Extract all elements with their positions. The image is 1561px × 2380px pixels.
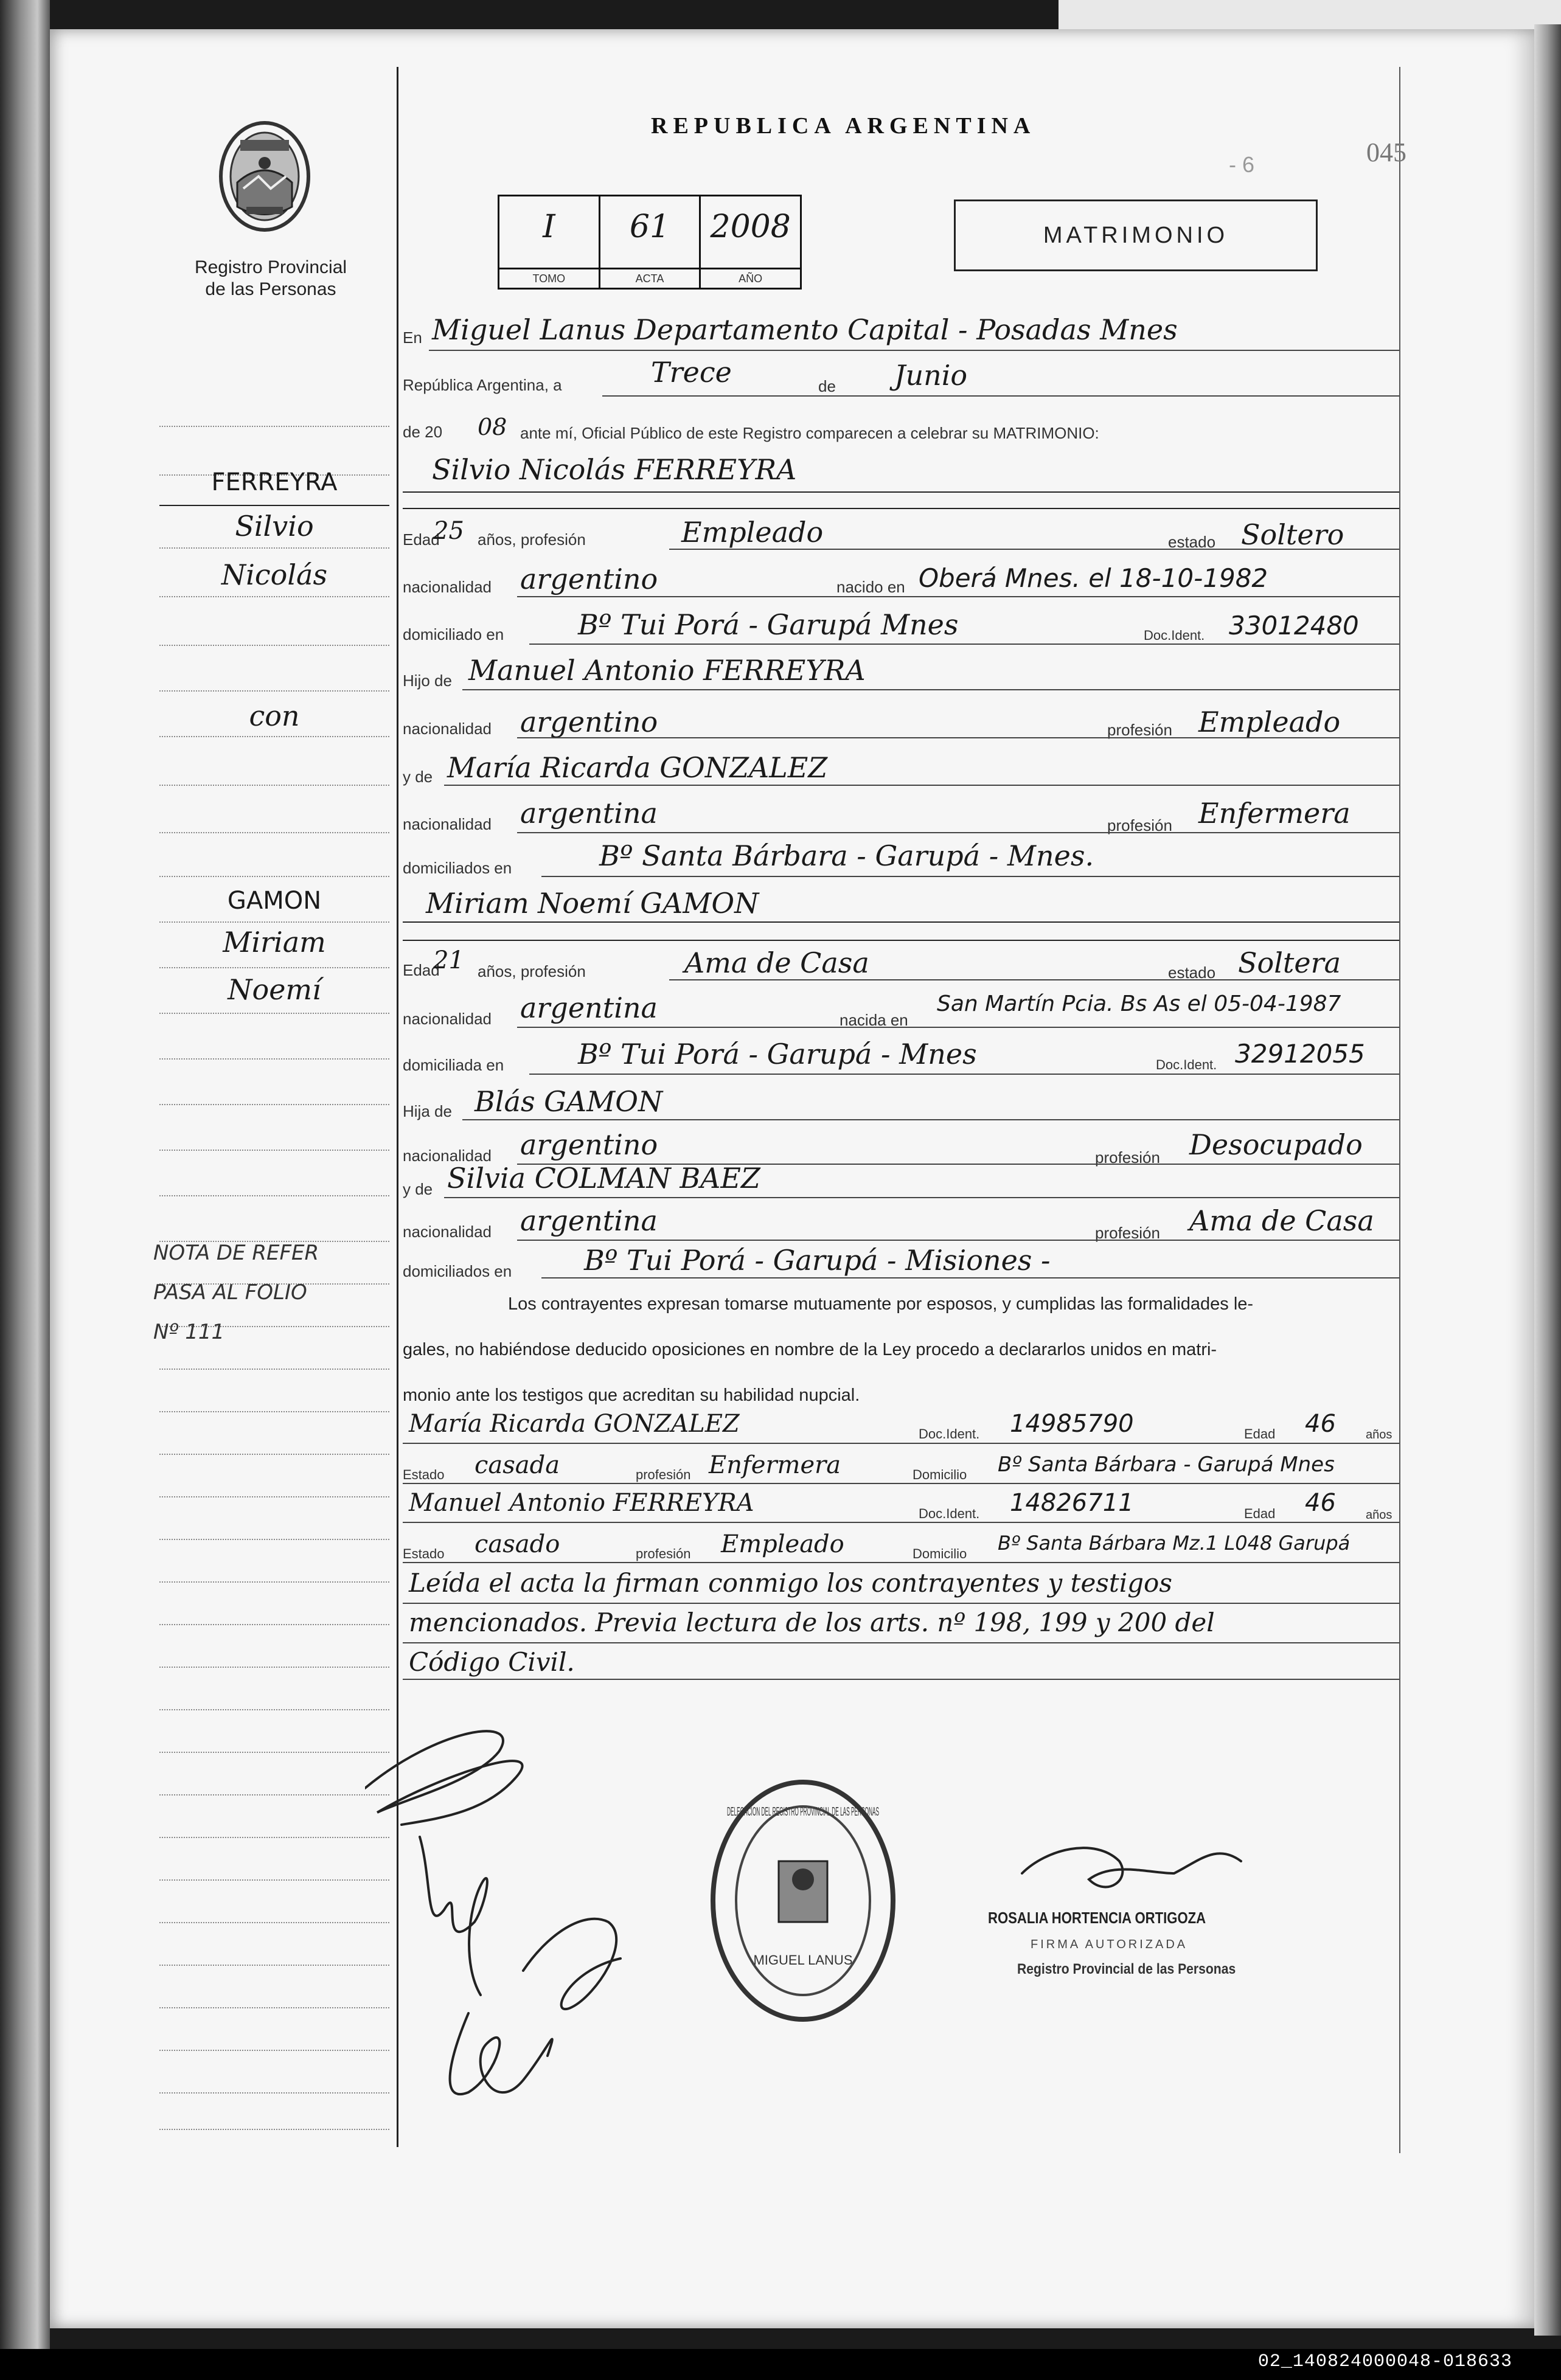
- margin-line: [159, 1369, 389, 1370]
- margin-line: [159, 1454, 389, 1455]
- line-bride-age: [669, 979, 1399, 980]
- signature-scribble-1: [365, 1731, 523, 1825]
- margin-bride-name1: Miriam: [223, 926, 326, 959]
- margin-line: [159, 645, 389, 646]
- line-groom-name: [403, 491, 1399, 493]
- label-profesion-2: profesión: [1107, 816, 1172, 834]
- witness1-age: 46: [1305, 1410, 1336, 1438]
- scan-id: 02_140824000048-018633: [1257, 2351, 1512, 2372]
- label-domicilio-w2: Domicilio: [913, 1546, 967, 1561]
- signatures-area: [365, 1679, 1399, 2141]
- line-bride-mother: [444, 1197, 1399, 1198]
- bride-name: Miriam Noemí GAMON: [426, 887, 759, 920]
- bride-address: Bº Tui Porá - Garupá - Mnes: [578, 1038, 977, 1070]
- label-edad-w1: Edad: [1244, 1426, 1276, 1442]
- line-witness2-details: [403, 1562, 1399, 1563]
- record-number-box: [498, 195, 802, 290]
- legal-text-line3: monio ante los testigos que acreditan su habilidad nupcial.: [403, 1386, 860, 1405]
- label-domiciliado-en: domiciliado en: [403, 625, 504, 644]
- margin-line: [159, 832, 389, 833]
- label-republica: República Argentina, a: [403, 376, 562, 394]
- bride-mother-name: Silvia COLMAN BAEZ: [447, 1162, 760, 1195]
- margin-line: [159, 921, 389, 923]
- margin-line: [159, 1752, 389, 1753]
- bride-birthplace: San Martín Pcia. Bs As el 05-04-1987: [937, 991, 1341, 1016]
- label-edad: Edad: [403, 530, 440, 549]
- groom-mother-nationality: argentina: [520, 797, 658, 830]
- label-anios-w2: años: [1366, 1508, 1392, 1522]
- bride-mother-nationality: argentina: [520, 1204, 658, 1237]
- line-witness1-details: [403, 1483, 1399, 1484]
- label-nacionalidad: nacionalidad: [403, 578, 492, 596]
- margin-groom-name2: Nicolás: [221, 558, 328, 591]
- groom-parents-address: Bº Santa Bárbara - Garupá - Mnes.: [599, 839, 1094, 872]
- line-bride-parents-address: [541, 1277, 1399, 1278]
- margin-line: [159, 1150, 389, 1151]
- margin-line: [159, 1965, 389, 1966]
- label-nacionalidad-5: nacionalidad: [403, 1147, 492, 1165]
- pencil-mark: - 6: [1229, 152, 1255, 177]
- line-witness1: [403, 1443, 1399, 1444]
- groom-profession: Empleado: [681, 516, 824, 549]
- label-estado: estado: [1168, 533, 1216, 551]
- margin-line: [159, 1922, 389, 1923]
- section-divider-2: [403, 940, 1399, 941]
- line-location: [429, 350, 1399, 351]
- document-title: REPUBLICA ARGENTINA: [651, 113, 1036, 139]
- label-ante-mi: ante mí, Oficial Público de este Registro comparecen a celebrar su MATRIMONIO:: [520, 424, 1099, 442]
- bride-mother-profession: Ama de Casa: [1189, 1204, 1374, 1237]
- groom-mother-profession: Enfermera: [1198, 797, 1351, 830]
- signature-scribble-2: [420, 1837, 487, 1995]
- official-seal-icon: [713, 1782, 893, 2019]
- day-value: Trece: [651, 356, 732, 389]
- official-name: ROSALIA HORTENCIA ORTIGOZA: [988, 1909, 1206, 1927]
- margin-line: [159, 1837, 389, 1838]
- margin-line: [159, 426, 389, 427]
- margin-line: [159, 596, 389, 597]
- label-de-anio: de 20: [403, 423, 443, 441]
- adjacent-page-edge-left: [0, 0, 50, 2380]
- label-nacida-en: nacida en: [840, 1011, 908, 1029]
- margin-line: [159, 1709, 389, 1710]
- groom-address: Bº Tui Porá - Garupá Mnes: [578, 608, 959, 641]
- margin-line: [159, 1104, 389, 1105]
- witness1-document: 14985790: [1010, 1410, 1134, 1438]
- groom-marital-status: Soltero: [1241, 518, 1344, 551]
- label-nacido-en: nacido en: [836, 578, 905, 596]
- line-bride-name: [403, 921, 1399, 923]
- label-doc-ident-w1: Doc.Ident.: [919, 1426, 980, 1442]
- line-bride-nationality: [517, 1027, 1399, 1028]
- anio-cell: 2008 AÑO: [701, 196, 800, 288]
- witness1-name: María Ricarda GONZALEZ: [409, 1410, 740, 1438]
- label-domiciliada-en: domiciliada en: [403, 1056, 504, 1074]
- bride-father-profession: Desocupado: [1189, 1128, 1363, 1161]
- margin-line: [159, 2092, 389, 2094]
- closing-note-line2: mencionados. Previa lectura de los arts. nº 198, 199 y 200 del: [409, 1608, 1215, 1637]
- line-closing-2: [403, 1642, 1399, 1643]
- witness2-age: 46: [1305, 1489, 1336, 1517]
- label-edad-2: Edad: [403, 961, 440, 979]
- line-groom-mother: [444, 785, 1399, 786]
- label-nacionalidad-6: nacionalidad: [403, 1223, 492, 1241]
- location-value: Miguel Lanus Departamento Capital - Posadas Mnes: [432, 313, 1178, 346]
- year-value: 08: [478, 414, 507, 440]
- label-estado-2: estado: [1168, 963, 1216, 982]
- margin-line: [159, 876, 389, 877]
- line-groom-nationality: [517, 596, 1399, 597]
- margin-line: [159, 547, 389, 549]
- witness1-marital-status: casada: [475, 1451, 560, 1479]
- line-witness2: [403, 1522, 1399, 1523]
- label-anios-profesion: años, profesión: [478, 530, 586, 549]
- groom-mother-name: María Ricarda GONZALEZ: [447, 751, 828, 784]
- page-number: 045: [1366, 137, 1406, 167]
- groom-father-name: Manuel Antonio FERREYRA: [468, 654, 866, 687]
- margin-note-line2: PASA AL FOLIO: [153, 1280, 307, 1305]
- groom-father-nationality: argentino: [520, 706, 658, 738]
- margin-bride-name2: Noemí: [228, 973, 321, 1006]
- witness1-address: Bº Santa Bárbara - Garupá Mnes: [998, 1452, 1335, 1477]
- line-groom-father: [462, 689, 1399, 690]
- margin-line: [159, 1195, 389, 1196]
- margin-line: [159, 1539, 389, 1540]
- adjacent-page-top: [1059, 0, 1561, 29]
- groom-birthplace: Oberá Mnes. el 18-10-1982: [919, 563, 1268, 593]
- label-hija-de: Hija de: [403, 1102, 452, 1120]
- margin-line: [159, 2007, 389, 2008]
- witness1-profession: Enfermera: [709, 1451, 841, 1479]
- bride-document: 32912055: [1235, 1039, 1365, 1069]
- official-organization: Registro Provincial de las Personas: [1017, 1961, 1236, 1977]
- line-groom-age: [669, 549, 1399, 550]
- label-profesion: profesión: [1107, 721, 1172, 739]
- margin-note-line3: Nº 111: [153, 1320, 225, 1344]
- line-date: [602, 395, 1399, 397]
- margin-line: [159, 1667, 389, 1668]
- book-edge-right: [1534, 24, 1561, 2336]
- registry-label: Registro Provincial de las Personas: [194, 257, 347, 299]
- witness2-name: Manuel Antonio FERREYRA: [409, 1489, 754, 1517]
- bride-father-nationality: argentino: [520, 1128, 658, 1161]
- margin-line: [159, 690, 389, 692]
- bride-age: 21: [433, 946, 464, 974]
- bride-nationality: argentina: [520, 991, 658, 1024]
- line-bride-address: [529, 1074, 1399, 1075]
- groom-father-profession: Empleado: [1198, 706, 1341, 738]
- label-hijo-de: Hijo de: [403, 671, 452, 690]
- label-profesion-4: profesión: [1095, 1224, 1160, 1242]
- tomo-cell: I TOMO: [499, 196, 600, 288]
- label-domicilio-w1: Domicilio: [913, 1467, 967, 1482]
- right-margin-line: [1399, 67, 1400, 2153]
- coat-of-arms-icon: [210, 116, 319, 237]
- legal-text-line1: Los contrayentes expresan tomarse mutuamente por esposos, y cumplidas las formalidades le-: [508, 1294, 1254, 1314]
- record-type-box: MATRIMONIO: [954, 199, 1318, 271]
- line-groom-parents-address: [541, 876, 1399, 877]
- groom-document: 33012480: [1229, 611, 1359, 640]
- margin-line: [159, 1496, 389, 1497]
- label-anios-w1: años: [1366, 1428, 1392, 1442]
- margin-connector: con: [249, 699, 300, 732]
- month-value: Junio: [894, 359, 968, 392]
- witness2-marital-status: casado: [475, 1530, 560, 1558]
- label-anios-profesion-2: años, profesión: [478, 962, 586, 980]
- margin-line: [159, 505, 389, 506]
- label-domiciliados-en: domiciliados en: [403, 859, 512, 877]
- section-divider-1: [403, 508, 1399, 509]
- label-doc-ident-2: Doc.Ident.: [1156, 1057, 1217, 1072]
- bride-parents-address: Bº Tui Porá - Garupá - Misiones -: [584, 1244, 1051, 1277]
- label-nacionalidad-4: nacionalidad: [403, 1010, 492, 1028]
- closing-note-line3: Código Civil.: [409, 1647, 575, 1677]
- groom-nationality: argentino: [520, 563, 658, 595]
- margin-line: [159, 2050, 389, 2051]
- witness2-profession: Empleado: [721, 1530, 844, 1558]
- margin-line: [159, 1411, 389, 1412]
- label-doc-ident: Doc.Ident.: [1144, 628, 1205, 643]
- line-bride-mother-nat: [517, 1240, 1399, 1241]
- seal-text: DELEGACION DEL REGISTRO PROVINCIAL DE LAS PERSONAS: [727, 1805, 879, 1819]
- bride-father-name: Blás GAMON: [475, 1085, 663, 1118]
- groom-name: Silvio Nicolás FERREYRA: [432, 453, 797, 486]
- groom-age: 25: [433, 517, 464, 545]
- label-profesion-w2: profesión: [636, 1546, 691, 1561]
- witness2-address: Bº Santa Bárbara Mz.1 L048 Garupá: [998, 1532, 1351, 1555]
- official-role: FIRMA AUTORIZADA: [1031, 1938, 1188, 1951]
- signature-scribble-3: [450, 2013, 552, 2094]
- margin-groom-name1: Silvio: [235, 510, 314, 543]
- margin-line: [159, 785, 389, 786]
- label-estado-w1: Estado: [403, 1467, 445, 1482]
- bride-marital-status: Soltera: [1238, 946, 1341, 979]
- margin-line: [159, 1794, 389, 1795]
- seal-inner-text: MIGUEL LANUS: [753, 1952, 853, 1968]
- line-groom-mother-nat: [517, 832, 1399, 833]
- label-profesion-w1: profesión: [636, 1467, 691, 1482]
- margin-groom-surname: FERREYRA: [211, 468, 338, 496]
- label-edad-w2: Edad: [1244, 1506, 1276, 1521]
- signature-scribble-4: [523, 1919, 621, 2009]
- legal-text-line2: gales, no habiéndose deducido oposiciones en nombre de la Ley procedo a declararlos unidos en matri-: [403, 1340, 1217, 1359]
- line-groom-father-nat: [517, 737, 1399, 738]
- margin-line: [159, 1581, 389, 1583]
- label-domiciliados-en-2: domiciliados en: [403, 1262, 512, 1280]
- margin-line: [159, 736, 389, 737]
- label-doc-ident-w2: Doc.Ident.: [919, 1506, 980, 1521]
- margin-line: [159, 1058, 389, 1060]
- acta-cell: 61 ACTA: [600, 196, 701, 288]
- margin-line: [159, 2129, 389, 2130]
- bride-profession: Ama de Casa: [684, 946, 869, 979]
- line-closing-1: [403, 1603, 1399, 1604]
- witness2-document: 14826711: [1010, 1489, 1134, 1517]
- line-groom-address: [529, 644, 1399, 645]
- line-bride-father: [462, 1119, 1399, 1120]
- closing-note-line1: Leída el acta la firman conmigo los contrayentes y testigos: [409, 1568, 1172, 1598]
- label-en: En: [403, 328, 422, 347]
- label-estado-w2: Estado: [403, 1546, 445, 1561]
- margin-line: [159, 967, 389, 968]
- label-de: de: [818, 377, 836, 395]
- label-y-de: y de: [403, 768, 433, 786]
- margin-line: [159, 1624, 389, 1625]
- label-y-de-2: y de: [403, 1180, 433, 1198]
- label-profesion-3: profesión: [1095, 1148, 1160, 1167]
- margin-line: [159, 1013, 389, 1014]
- margin-note-line1: NOTA DE REFER: [153, 1241, 319, 1265]
- margin-line: [159, 1879, 389, 1881]
- official-signature: [1022, 1848, 1241, 1887]
- margin-bride-surname: GAMON: [227, 887, 322, 915]
- label-nacionalidad-3: nacionalidad: [403, 815, 492, 833]
- label-nacionalidad-2: nacionalidad: [403, 720, 492, 738]
